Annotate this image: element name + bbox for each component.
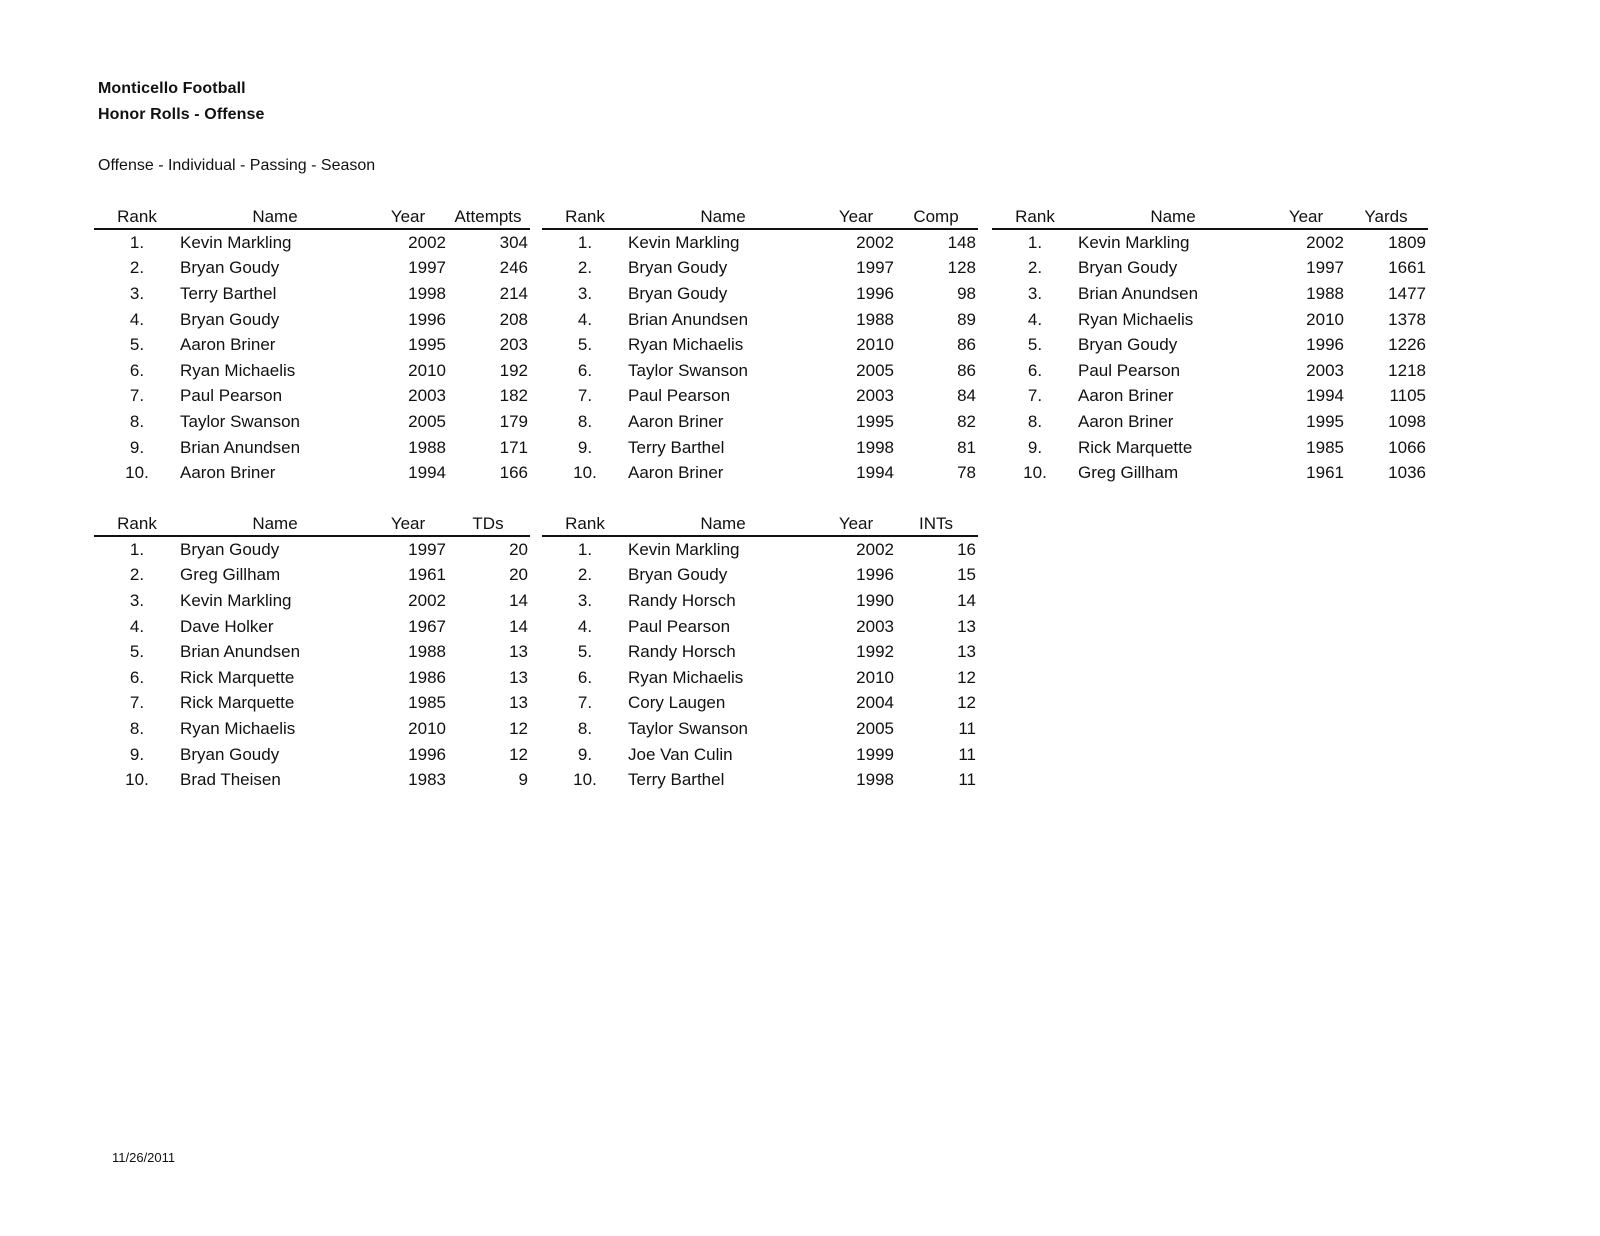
footer-date: 11/26/2011 — [112, 1150, 176, 1165]
cell-year: 1994 — [408, 463, 446, 483]
cell-year: 1988 — [1306, 283, 1344, 303]
cell-value: 203 — [499, 335, 528, 355]
cell-year: 1961 — [408, 565, 446, 585]
cell-value: 15 — [957, 565, 976, 585]
table-row — [94, 536, 530, 563]
header-row — [94, 510, 530, 536]
table-row — [542, 332, 978, 358]
cell-year: 1985 — [1306, 437, 1344, 457]
cell-name: Aaron Briner — [1078, 411, 1174, 431]
cell-name: Ryan Michaelis — [628, 667, 744, 687]
cell-rank: 9. — [577, 437, 593, 457]
cell-year: 2002 — [408, 232, 446, 252]
cell-year: 1996 — [1306, 335, 1344, 355]
table-row — [992, 307, 1428, 333]
cell-name: Brian Anundsen — [180, 642, 301, 662]
cell-year: 2003 — [856, 386, 894, 406]
cell-rank: 7. — [577, 386, 593, 406]
cell-value: 86 — [957, 360, 976, 380]
cell-value: 12 — [509, 744, 528, 764]
table-row — [992, 409, 1428, 435]
cell-value: 148 — [947, 232, 976, 252]
cell-value: 1218 — [1388, 360, 1426, 380]
cell-name: Bryan Goudy — [1078, 258, 1178, 278]
table-row — [542, 639, 978, 665]
cell-rank: 6. — [577, 360, 593, 380]
column-header-value: TDs — [446, 510, 530, 536]
table-row — [542, 256, 978, 282]
table-row — [542, 691, 978, 717]
cell-value: 182 — [499, 386, 528, 406]
cell-rank: 8. — [577, 411, 593, 431]
cell-rank: 8. — [1027, 411, 1043, 431]
table-row — [542, 588, 978, 614]
cell-name: Ryan Michaelis — [628, 335, 744, 355]
cell-name: Aaron Briner — [628, 411, 724, 431]
cell-name: Kevin Markling — [628, 539, 740, 559]
cell-name: Bryan Goudy — [628, 565, 728, 585]
attempts-table — [94, 203, 530, 486]
table-row — [542, 307, 978, 333]
cell-rank: 8. — [129, 718, 145, 738]
table-row — [94, 409, 530, 435]
cell-rank: 5. — [1027, 335, 1043, 355]
cell-year: 1967 — [408, 616, 446, 636]
table-row — [542, 460, 978, 486]
cell-name: Taylor Swanson — [628, 360, 749, 380]
cell-name: Kevin Markling — [180, 232, 292, 252]
cell-name: Paul Pearson — [1078, 360, 1181, 380]
table-row — [542, 358, 978, 384]
column-header-rank: Rank — [542, 510, 628, 536]
cell-rank: 1. — [577, 539, 593, 559]
table-row — [94, 384, 530, 410]
table-row — [94, 460, 530, 486]
table-row — [94, 281, 530, 307]
column-header-name: Name — [628, 510, 818, 536]
cell-value: 82 — [957, 411, 976, 431]
cell-rank: 4. — [577, 309, 593, 329]
cell-year: 1996 — [408, 744, 446, 764]
table-row — [94, 256, 530, 282]
cell-year: 1988 — [408, 437, 446, 457]
header-row — [94, 203, 530, 229]
cell-rank: 10. — [573, 770, 597, 790]
cell-rank: 6. — [129, 667, 145, 687]
touchdowns-table — [94, 510, 530, 793]
column-header-year: Year — [818, 510, 894, 536]
cell-rank: 8. — [577, 718, 593, 738]
cell-name: Ryan Michaelis — [180, 718, 296, 738]
cell-year: 1999 — [856, 744, 894, 764]
cell-name: Randy Horsch — [628, 642, 736, 662]
cell-name: Kevin Markling — [1078, 232, 1190, 252]
table-row — [94, 742, 530, 768]
table-row — [94, 358, 530, 384]
cell-value: 12 — [957, 667, 976, 687]
cell-name: Aaron Briner — [180, 463, 276, 483]
cell-value: 81 — [957, 437, 976, 457]
cell-value: 1809 — [1388, 232, 1426, 252]
cell-rank: 4. — [129, 616, 145, 636]
table-row — [542, 665, 978, 691]
cell-value: 20 — [509, 539, 528, 559]
cell-year: 1998 — [856, 437, 894, 457]
cell-value: 13 — [509, 693, 528, 713]
cell-value: 192 — [499, 360, 528, 380]
cell-name: Rick Marquette — [180, 667, 295, 687]
cell-name: Terry Barthel — [180, 283, 277, 303]
table-row — [542, 742, 978, 768]
cell-year: 2003 — [856, 616, 894, 636]
cell-year: 1986 — [408, 667, 446, 687]
column-header-year: Year — [1268, 203, 1344, 229]
section-heading: Offense - Individual - Passing - Season — [98, 157, 376, 174]
cell-rank: 9. — [129, 744, 145, 764]
document-title: Monticello Football — [98, 80, 246, 97]
table-row — [992, 460, 1428, 486]
cell-value: 16 — [957, 539, 976, 559]
cell-year: 2003 — [1306, 360, 1344, 380]
cell-name: Bryan Goudy — [628, 283, 728, 303]
cell-rank: 2. — [577, 565, 593, 585]
header-row — [542, 203, 978, 229]
table-row — [94, 307, 530, 333]
cell-year: 2010 — [856, 335, 894, 355]
cell-year: 1996 — [856, 283, 894, 303]
cell-name: Joe Van Culin — [628, 744, 733, 764]
cell-rank: 10. — [573, 463, 597, 483]
cell-name: Bryan Goudy — [180, 309, 280, 329]
table-row — [992, 358, 1428, 384]
cell-rank: 4. — [577, 616, 593, 636]
cell-name: Brian Anundsen — [628, 309, 749, 329]
cell-year: 2010 — [408, 360, 446, 380]
cell-year: 2002 — [408, 590, 446, 610]
column-header-value: INTs — [894, 510, 978, 536]
cell-rank: 5. — [129, 642, 145, 662]
cell-name: Ryan Michaelis — [1078, 309, 1194, 329]
cell-rank: 3. — [577, 283, 593, 303]
cell-rank: 3. — [1027, 283, 1043, 303]
cell-year: 1997 — [408, 258, 446, 278]
cell-name: Bryan Goudy — [1078, 335, 1178, 355]
column-header-name: Name — [1078, 203, 1268, 229]
header-row — [542, 510, 978, 536]
table-row — [542, 614, 978, 640]
cell-year: 2002 — [856, 539, 894, 559]
cell-year: 1994 — [1306, 386, 1344, 406]
table-row — [94, 665, 530, 691]
column-header-value: Comp — [894, 203, 978, 229]
cell-value: 14 — [509, 616, 528, 636]
cell-name: Cory Laugen — [628, 693, 726, 713]
table-row — [542, 281, 978, 307]
cell-name: Paul Pearson — [628, 616, 731, 636]
cell-value: 304 — [499, 232, 528, 252]
cell-value: 14 — [509, 590, 528, 610]
cell-value: 214 — [499, 283, 528, 303]
cell-value: 89 — [957, 309, 976, 329]
cell-rank: 3. — [577, 590, 593, 610]
column-header-name: Name — [628, 203, 818, 229]
cell-name: Terry Barthel — [628, 770, 725, 790]
cell-year: 1983 — [408, 770, 446, 790]
cell-name: Randy Horsch — [628, 590, 736, 610]
cell-year: 1996 — [856, 565, 894, 585]
cell-rank: 3. — [129, 283, 145, 303]
cell-name: Aaron Briner — [180, 335, 276, 355]
column-header-rank: Rank — [542, 203, 628, 229]
cell-value: 1661 — [1388, 258, 1426, 278]
cell-value: 78 — [957, 463, 976, 483]
cell-value: 246 — [499, 258, 528, 278]
cell-name: Taylor Swanson — [180, 411, 301, 431]
cell-year: 1985 — [408, 693, 446, 713]
cell-name: Bryan Goudy — [180, 744, 280, 764]
cell-name: Greg Gillham — [180, 565, 281, 585]
cell-rank: 9. — [577, 744, 593, 764]
table-row — [542, 384, 978, 410]
table-row — [992, 384, 1428, 410]
cell-value: 9 — [518, 770, 528, 790]
completions-table — [542, 203, 978, 486]
cell-name: Bryan Goudy — [180, 258, 280, 278]
cell-year: 2010 — [1306, 309, 1344, 329]
cell-year: 1961 — [1306, 463, 1344, 483]
cell-year: 2010 — [856, 667, 894, 687]
cell-value: 11 — [958, 718, 976, 738]
cell-rank: 5. — [577, 335, 593, 355]
cell-value: 128 — [947, 258, 976, 278]
cell-rank: 6. — [577, 667, 593, 687]
cell-rank: 10. — [125, 463, 149, 483]
cell-rank: 9. — [129, 437, 145, 457]
cell-year: 1988 — [856, 309, 894, 329]
cell-rank: 7. — [129, 693, 145, 713]
cell-year: 1998 — [408, 283, 446, 303]
cell-year: 2005 — [856, 360, 894, 380]
cell-value: 13 — [957, 642, 976, 662]
cell-value: 1105 — [1389, 386, 1426, 406]
cell-year: 2005 — [856, 718, 894, 738]
cell-name: Aaron Briner — [1078, 386, 1174, 406]
table-row — [94, 435, 530, 461]
table-row — [542, 229, 978, 256]
cell-year: 1992 — [856, 642, 894, 662]
cell-name: Paul Pearson — [180, 386, 283, 406]
cell-name: Dave Holker — [180, 616, 274, 636]
table-row — [94, 229, 530, 256]
cell-value: 179 — [499, 411, 528, 431]
cell-value: 98 — [957, 283, 976, 303]
table-row — [94, 716, 530, 742]
cell-rank: 1. — [129, 539, 145, 559]
cell-value: 12 — [957, 693, 976, 713]
table-row — [542, 716, 978, 742]
header-row — [992, 203, 1428, 229]
cell-name: Taylor Swanson — [628, 718, 749, 738]
table-row — [94, 767, 530, 793]
cell-value: 1066 — [1388, 437, 1426, 457]
cell-rank: 8. — [129, 411, 145, 431]
table-row — [94, 691, 530, 717]
cell-value: 1036 — [1388, 463, 1426, 483]
cell-year: 1997 — [1306, 258, 1344, 278]
table-row — [992, 281, 1428, 307]
column-header-value: Yards — [1344, 203, 1428, 229]
table-row — [542, 563, 978, 589]
cell-value: 1477 — [1388, 283, 1426, 303]
cell-rank: 10. — [1023, 463, 1047, 483]
cell-year: 2005 — [408, 411, 446, 431]
table-row — [94, 332, 530, 358]
column-header-name: Name — [180, 203, 370, 229]
cell-name: Bryan Goudy — [180, 539, 280, 559]
column-header-rank: Rank — [94, 203, 180, 229]
cell-value: 14 — [957, 590, 976, 610]
cell-name: Greg Gillham — [1078, 463, 1179, 483]
table-row — [94, 563, 530, 589]
table-row — [542, 536, 978, 563]
cell-year: 1988 — [408, 642, 446, 662]
cell-value: 1098 — [1388, 411, 1426, 431]
cell-value: 208 — [499, 309, 528, 329]
cell-value: 13 — [509, 667, 528, 687]
cell-value: 171 — [499, 437, 528, 457]
cell-rank: 1. — [1027, 232, 1043, 252]
cell-year: 2003 — [408, 386, 446, 406]
cell-rank: 7. — [577, 693, 593, 713]
cell-value: 1226 — [1388, 335, 1426, 355]
column-header-value: Attempts — [446, 203, 530, 229]
table-row — [94, 639, 530, 665]
cell-year: 1998 — [856, 770, 894, 790]
column-header-year: Year — [370, 203, 446, 229]
document-subtitle: Honor Rolls - Offense — [98, 106, 265, 123]
cell-rank: 5. — [577, 642, 593, 662]
cell-value: 1378 — [1388, 309, 1426, 329]
cell-year: 1995 — [408, 335, 446, 355]
column-header-year: Year — [818, 203, 894, 229]
table-row — [992, 256, 1428, 282]
cell-year: 1990 — [856, 590, 894, 610]
cell-name: Brad Theisen — [180, 770, 281, 790]
cell-rank: 6. — [129, 360, 145, 380]
cell-rank: 4. — [1027, 309, 1043, 329]
cell-rank: 6. — [1027, 360, 1043, 380]
table-row — [992, 332, 1428, 358]
cell-rank: 2. — [577, 258, 593, 278]
cell-year: 1997 — [856, 258, 894, 278]
cell-rank: 7. — [129, 386, 145, 406]
cell-year: 2010 — [408, 718, 446, 738]
table-row — [992, 229, 1428, 256]
cell-year: 1995 — [1306, 411, 1344, 431]
cell-year: 1995 — [856, 411, 894, 431]
cell-rank: 2. — [129, 258, 145, 278]
cell-rank: 10. — [125, 770, 149, 790]
table-row — [542, 435, 978, 461]
cell-name: Ryan Michaelis — [180, 360, 296, 380]
cell-rank: 3. — [129, 590, 145, 610]
cell-name: Paul Pearson — [628, 386, 731, 406]
cell-year: 2002 — [1306, 232, 1344, 252]
cell-rank: 1. — [129, 232, 145, 252]
column-header-year: Year — [370, 510, 446, 536]
cell-rank: 9. — [1027, 437, 1043, 457]
column-header-rank: Rank — [992, 203, 1078, 229]
cell-value: 13 — [957, 616, 976, 636]
cell-name: Brian Anundsen — [180, 437, 301, 457]
cell-rank: 2. — [1027, 258, 1043, 278]
column-header-rank: Rank — [94, 510, 180, 536]
cell-name: Rick Marquette — [180, 693, 295, 713]
cell-year: 1994 — [856, 463, 894, 483]
cell-name: Aaron Briner — [628, 463, 724, 483]
cell-rank: 2. — [129, 565, 145, 585]
cell-year: 1997 — [408, 539, 446, 559]
cell-value: 20 — [509, 565, 528, 585]
cell-value: 11 — [958, 744, 976, 764]
cell-name: Rick Marquette — [1078, 437, 1193, 457]
yards-table — [992, 203, 1428, 486]
cell-value: 11 — [958, 770, 976, 790]
cell-value: 166 — [499, 463, 528, 483]
table-row — [542, 767, 978, 793]
cell-name: Bryan Goudy — [628, 258, 728, 278]
table-row — [94, 614, 530, 640]
cell-rank: 7. — [1027, 386, 1043, 406]
cell-name: Brian Anundsen — [1078, 283, 1199, 303]
cell-year: 1996 — [408, 309, 446, 329]
cell-rank: 4. — [129, 309, 145, 329]
cell-name: Kevin Markling — [628, 232, 740, 252]
cell-name: Terry Barthel — [628, 437, 725, 457]
table-row — [992, 435, 1428, 461]
cell-value: 12 — [509, 718, 528, 738]
cell-value: 13 — [509, 642, 528, 662]
column-header-name: Name — [180, 510, 370, 536]
cell-year: 2002 — [856, 232, 894, 252]
interceptions-table — [542, 510, 978, 793]
table-row — [542, 409, 978, 435]
cell-value: 84 — [957, 386, 976, 406]
cell-rank: 5. — [129, 335, 145, 355]
cell-value: 86 — [957, 335, 976, 355]
cell-year: 2004 — [856, 693, 894, 713]
table-row — [94, 588, 530, 614]
cell-name: Kevin Markling — [180, 590, 292, 610]
cell-rank: 1. — [577, 232, 593, 252]
